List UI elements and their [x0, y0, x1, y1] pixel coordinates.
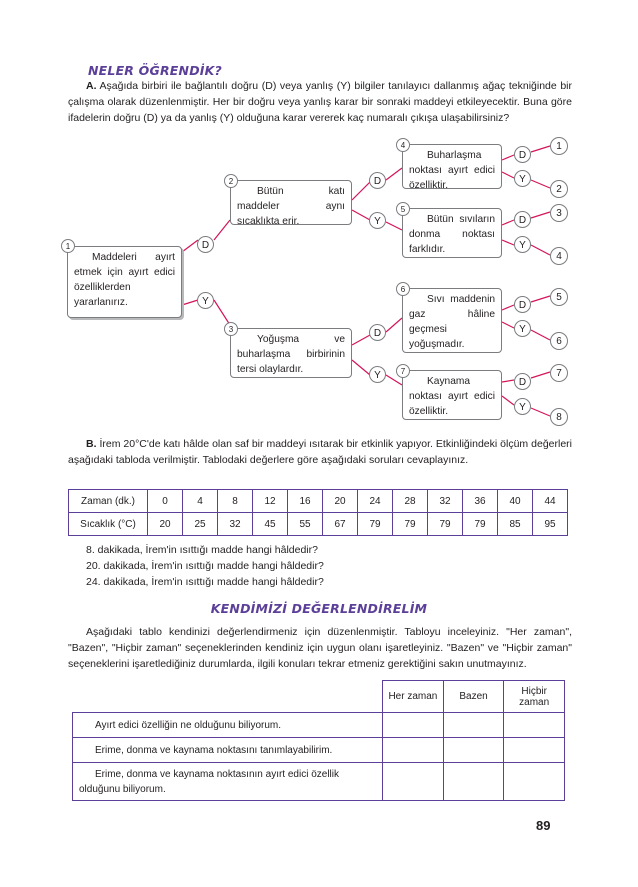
false-tag: Y: [514, 236, 531, 253]
checkbox-cell[interactable]: [443, 763, 504, 801]
table-cell: 12: [253, 490, 288, 513]
true-tag: D: [514, 373, 531, 390]
table-row: [73, 763, 565, 801]
tree-node-1: Maddeleri ayırt etmek için ayırt edici özelliklerden yararlanırız.: [67, 246, 182, 318]
tree-node-2: Bütün katı maddeler aynı sıcaklıkta erir.: [230, 180, 352, 225]
table-cell: 24: [358, 490, 393, 513]
true-tag: D: [197, 236, 214, 253]
part-b-label: B.: [86, 438, 97, 450]
table-cell: 25: [183, 513, 218, 536]
tree-node-4-number: 4: [396, 138, 410, 152]
table-cell: 79: [393, 513, 428, 536]
question-3: 24. dakikada, İrem'in ısıttığı madde hangi hâldedir?: [86, 576, 324, 588]
self-eval-paragraph: Aşağıdaki tablo kendinizi değerlendirmeniz için düzenlenmiştir. Tabloyu inceleyiniz. "Her zaman", "Bazen", "Hiçbir zaman" seçeneklerinden kendiniz için uygun olanı işaretleyiniz. "Bazen" ve "Hiçbir zaman" seçeneklerini işaretlediğiniz durumlarda, ilgili konuları tekrar etmeniz gerektiğini sakın unutmayınız.: [68, 626, 572, 670]
table-cell: 20: [148, 513, 183, 536]
table-cell: 28: [393, 490, 428, 513]
table-cell: 20: [323, 490, 358, 513]
table-cell: 40: [498, 490, 533, 513]
question-1: 8. dakikada, İrem'in ısıttığı madde hangi hâldedir?: [86, 544, 318, 556]
checkbox-cell[interactable]: [443, 713, 504, 738]
exit-5: 5: [550, 288, 568, 306]
table-cell: 79: [358, 513, 393, 536]
table-empty-corner: [73, 681, 383, 713]
self-eval-statement: Erime, donma ve kaynama noktasının ayırt edici özellik olduğunu biliyorum.: [73, 763, 383, 801]
true-tag: D: [514, 211, 531, 228]
table-cell: 0: [148, 490, 183, 513]
table-cell: 55: [288, 513, 323, 536]
checkbox-cell[interactable]: [383, 763, 444, 801]
temperature-label: Sıcaklık (°C): [69, 513, 148, 536]
tree-node-6: Sıvı maddenin gaz hâline geçmesi yoğuşmadır.: [402, 288, 502, 353]
false-tag: Y: [369, 212, 386, 229]
table-cell: 8: [218, 490, 253, 513]
checkbox-cell[interactable]: [443, 738, 504, 763]
false-tag: Y: [514, 170, 531, 187]
table-cell: 32: [218, 513, 253, 536]
section-heading-learned: NELER ÖĞRENDİK?: [88, 63, 222, 78]
true-tag: D: [514, 146, 531, 163]
checkbox-cell[interactable]: [504, 713, 565, 738]
true-tag: D: [369, 324, 386, 341]
false-tag: Y: [514, 398, 531, 415]
table-cell: 67: [323, 513, 358, 536]
tree-node-3-number: 3: [224, 322, 238, 336]
false-tag: Y: [514, 320, 531, 337]
part-a-text: Aşağıda birbiri ile bağlantılı doğru (D) veya yanlış (Y) bilgiler tanılayıcı dallanmış ağaç tekniğinde bir çalışma olarak düzenlenmiştir. Her bir doğru veya yanlış karar bir sonraki maddeyi etkileyecektir. Buna göre ifadelerin doğru (D) ya da yanlış (Y) olduğuna karar vererek kaç numaralı çıkışa ulaşabilirsiniz?: [68, 80, 572, 124]
measurement-table: [68, 489, 568, 536]
part-b-paragraph: [68, 436, 572, 468]
exit-7: 7: [550, 364, 568, 382]
table-cell: 16: [288, 490, 323, 513]
true-tag: D: [514, 296, 531, 313]
tree-node-7: Kaynama noktası ayırt edici özelliktir.: [402, 370, 502, 420]
table-cell: 95: [533, 513, 568, 536]
table-row: [69, 490, 568, 513]
table-cell: 85: [498, 513, 533, 536]
checkbox-cell[interactable]: [383, 713, 444, 738]
table-cell: 79: [463, 513, 498, 536]
exit-2: 2: [550, 180, 568, 198]
col-sometimes: Bazen: [443, 681, 504, 713]
table-row: [69, 513, 568, 536]
table-cell: 36: [463, 490, 498, 513]
tree-node-2-number: 2: [224, 174, 238, 188]
tree-node-5-number: 5: [396, 202, 410, 216]
col-never: Hiçbir zaman: [504, 681, 565, 713]
col-always: Her zaman: [383, 681, 444, 713]
part-b-text: İrem 20°C'de katı hâlde olan saf bir maddeyi ısıtarak bir etkinlik yapıyor. Etkinliğindeki ölçüm değerleri aşağıdaki tabloda verilmiştir. Tablodaki değerlere göre aşağıdaki soruları cevaplayınız.: [68, 438, 572, 466]
false-tag: Y: [369, 366, 386, 383]
tree-node-4: Buharlaşma noktası ayırt edici özelliktir.: [402, 144, 502, 189]
tree-node-3: Yoğuşma ve buharlaşma birbirinin tersi olaylardır.: [230, 328, 352, 378]
checkbox-cell[interactable]: [504, 738, 565, 763]
page-number: 89: [536, 818, 551, 833]
checkbox-cell[interactable]: [504, 763, 565, 801]
table-row: [73, 713, 565, 738]
table-cell: 4: [183, 490, 218, 513]
exit-1: 1: [550, 137, 568, 155]
section-heading-self-eval: KENDİMİZİ DEĞERLENDİRELİM: [210, 601, 428, 616]
time-label: Zaman (dk.): [69, 490, 148, 513]
tree-node-5: Bütün sıvıların donma noktası farklıdır.: [402, 208, 502, 258]
table-cell: 32: [428, 490, 463, 513]
table-row: [73, 738, 565, 763]
checkbox-cell[interactable]: [383, 738, 444, 763]
true-tag: D: [369, 172, 386, 189]
table-row: [73, 681, 565, 713]
self-eval-table: [72, 680, 565, 801]
question-2: 20. dakikada, İrem'in ısıttığı madde hangi hâldedir?: [86, 560, 324, 572]
part-a-label: A.: [86, 80, 97, 92]
tree-node-7-number: 7: [396, 364, 410, 378]
table-cell: 79: [428, 513, 463, 536]
exit-4: 4: [550, 247, 568, 265]
false-tag: Y: [197, 292, 214, 309]
tree-node-1-number: 1: [61, 239, 75, 253]
tree-node-6-number: 6: [396, 282, 410, 296]
table-cell: 45: [253, 513, 288, 536]
self-eval-statement: Ayırt edici özelliğin ne olduğunu biliyorum.: [73, 713, 383, 738]
exit-8: 8: [550, 408, 568, 426]
table-cell: 44: [533, 490, 568, 513]
exit-6: 6: [550, 332, 568, 350]
exit-3: 3: [550, 204, 568, 222]
self-eval-statement: Erime, donma ve kaynama noktasını tanımlayabilirim.: [73, 738, 383, 763]
